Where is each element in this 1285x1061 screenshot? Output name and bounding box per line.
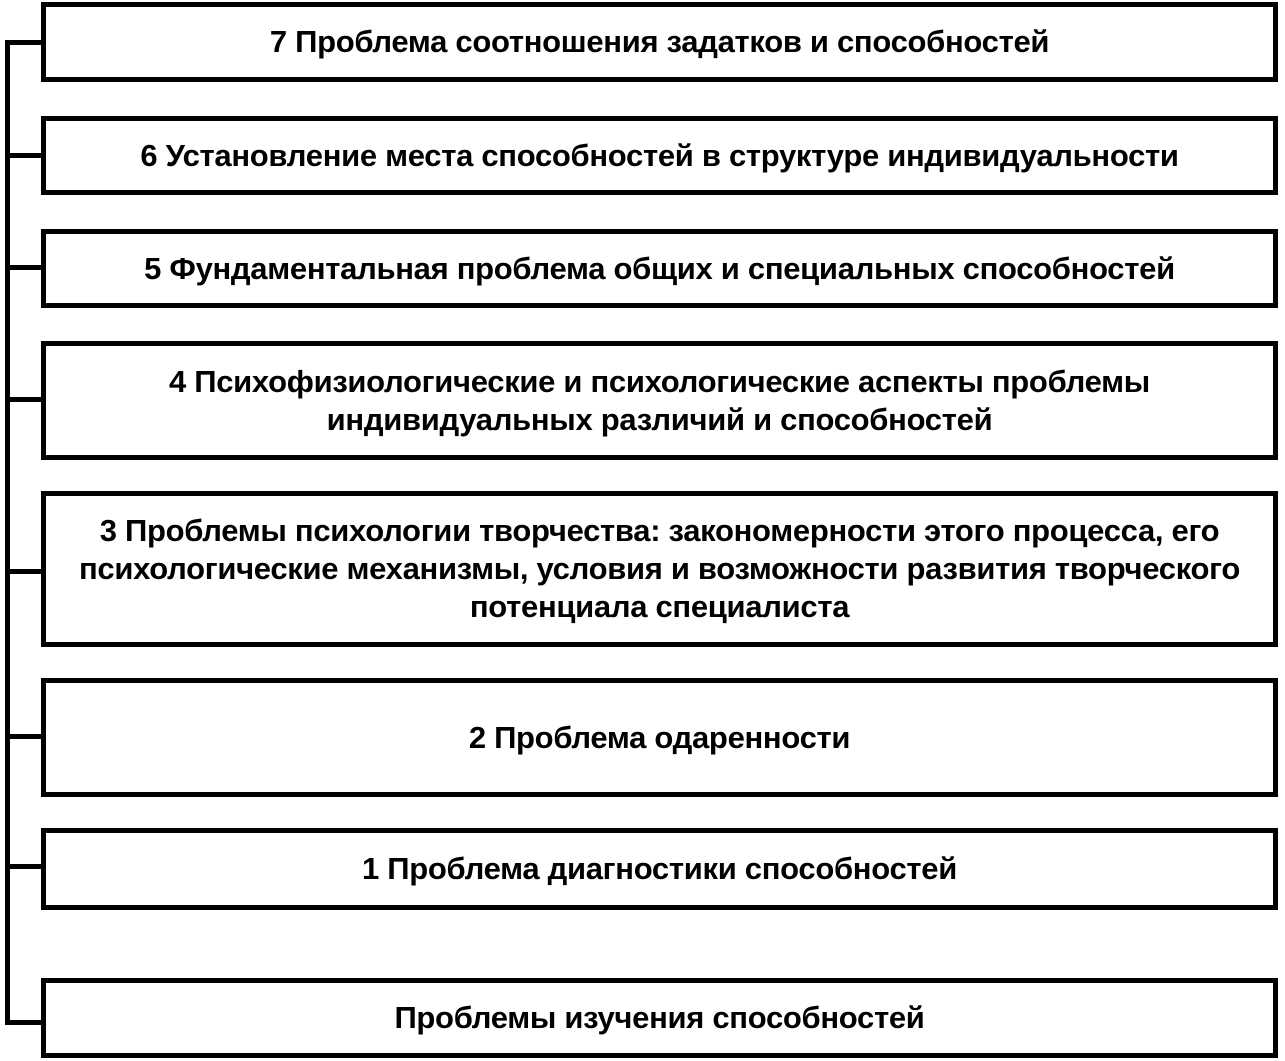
problem-box-3: [41, 491, 1278, 647]
branch-connector-7: [5, 40, 43, 45]
problem-label-6: 6 Установление места способностей в структуре индивидуальности: [140, 137, 1179, 173]
spine-connector: [5, 40, 10, 1025]
problem-label-2: 2 Проблема одаренности: [468, 719, 851, 755]
problem-box-5: [41, 229, 1278, 308]
branch-connector-4: [5, 397, 43, 402]
problem-box-1: [41, 828, 1278, 910]
root-label: Проблемы изучения способностей: [394, 1000, 925, 1035]
branch-connector-root: [5, 1020, 43, 1025]
branch-connector-5: [5, 265, 43, 270]
problem-box-7: [41, 2, 1278, 82]
problem-label-5: 5 Фундаментальная проблема общих и специальных способностей: [144, 250, 1175, 286]
branch-connector-2: [5, 734, 43, 739]
problem-label-4: 4 Психофизиологические и психологические аспекты проблемы индивидуальных различий и способностей: [169, 363, 1150, 437]
problem-label-3: 3 Проблемы психологии творчества: закономерности этого процесса, его психологические механизмы, условия и возможности развития творческого потенциала специалиста: [78, 513, 1241, 624]
problem-box-4: [41, 341, 1278, 460]
branch-connector-3: [5, 569, 43, 574]
problem-label-1: 1 Проблема диагностики способностей: [362, 851, 957, 886]
branch-connector-6: [5, 153, 43, 158]
problem-box-6: [41, 116, 1278, 195]
branch-connector-1: [5, 864, 43, 869]
problem-box-2: [41, 678, 1278, 797]
problem-label-7: 7 Проблема соотношения задатков и способностей: [269, 24, 1050, 59]
root-box: [41, 978, 1278, 1058]
